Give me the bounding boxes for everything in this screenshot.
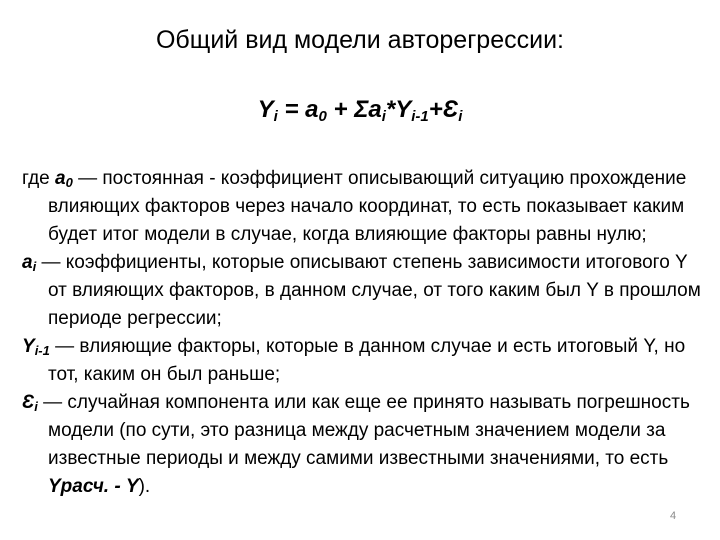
definition-text: — коэффициенты, которые описывают степень зависимости итогового Y от влияющих факторов, в данном случае, от того каким был Y в прошлом периоде регрессии; <box>36 252 701 329</box>
formula-sub-i-2: i <box>381 108 386 125</box>
formula-plus: + <box>326 96 355 123</box>
formula-a: a <box>305 96 319 123</box>
term-sub: i-1 <box>34 343 50 358</box>
term-epsilon: Ɛ <box>22 392 35 413</box>
formula-sub-i-minus-1: i-1 <box>411 108 429 125</box>
formula-plus-epsilon: +Ɛ <box>428 96 459 123</box>
formula-sub-i-3: i <box>458 108 463 125</box>
definition-prefix: где <box>22 168 56 189</box>
formula-equals: = <box>277 96 306 123</box>
formula-star-y: *Y <box>385 96 412 123</box>
emphasis-formula: Yрасч. - Y <box>48 476 139 497</box>
term-a: a <box>22 252 33 273</box>
term-sub: i <box>32 259 37 274</box>
term-y: Y <box>22 336 35 357</box>
formula-y: Y <box>257 96 274 123</box>
term-sub: 0 <box>65 175 73 190</box>
formula-sub-i: i <box>273 108 278 125</box>
definition-a0 <box>22 165 702 249</box>
definition-end: ). <box>138 476 151 497</box>
definitions <box>22 165 702 501</box>
definition-text: — постоянная - коэффициент описывающий ситуацию прохождение влияющих факторов через начало координат, то есть показывает каким будет итог модели в случае, когда влияющие факторы равны нулю; <box>48 168 687 245</box>
term-a: a <box>55 168 66 189</box>
definition-epsilon <box>22 389 702 501</box>
definition-ai <box>22 249 702 333</box>
definition-text: — влияющие факторы, которые в данном случае и есть итоговый Y, но тот, каким он был раньше; <box>48 336 686 385</box>
formula-sigma-a: Σa <box>354 96 382 123</box>
page-number: 4 <box>670 510 677 522</box>
definition-text: — случайная компонента или как еще ее принято называть погрешность модели (по сути, это разница между расчетным значением модели за известные периоды и между самими известными значениями, то есть <box>37 392 690 469</box>
definition-yi-1 <box>22 333 702 389</box>
term-sub: i <box>34 399 38 414</box>
formula <box>0 95 720 125</box>
slide-title: Общий вид модели авторегрессии: <box>155 26 564 54</box>
formula-sub-zero: 0 <box>318 108 327 125</box>
